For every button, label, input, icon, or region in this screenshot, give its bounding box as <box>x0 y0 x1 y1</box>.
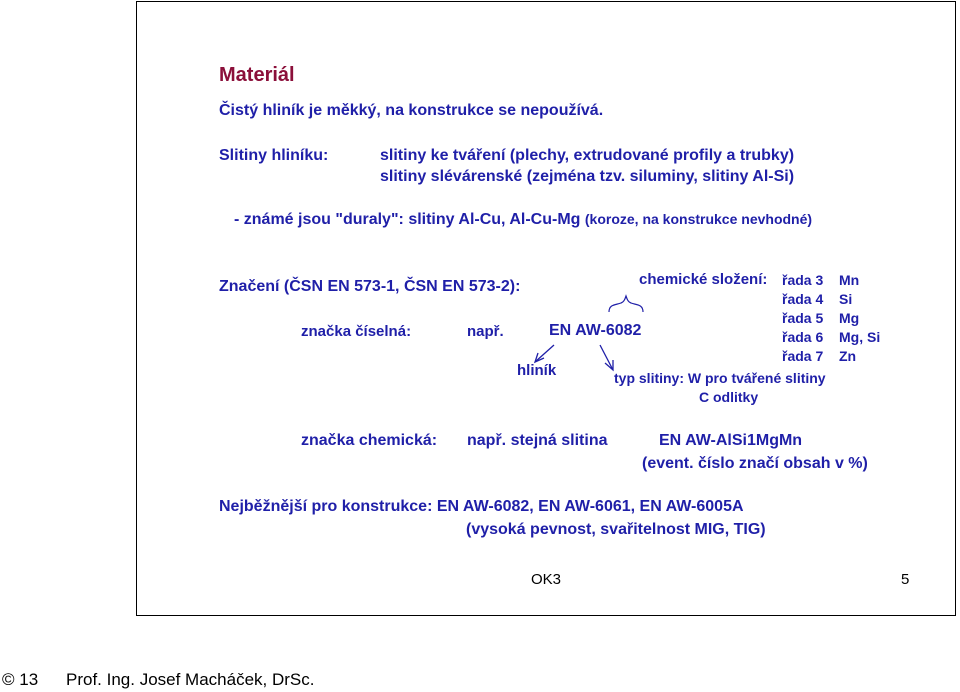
designation-heading: Značení (ČSN EN 573-1, ČSN EN 573-2): <box>219 278 521 295</box>
aluminium-label: hliník <box>517 362 557 379</box>
series-name: řada 5 <box>782 310 824 326</box>
recommended-properties: (vysoká pevnost, svařitelnost MIG, TIG) <box>466 521 766 538</box>
slide <box>136 1 956 616</box>
duralumin-text: - známé jsou "duraly": slitiny Al-Cu, Al-Cu-Mg (koroze, na konstrukce nevhodné) <box>234 211 813 228</box>
alloy-type-arrow <box>600 345 613 370</box>
slide-title: Materiál <box>219 64 295 86</box>
series-name: řada 4 <box>782 291 824 307</box>
numeric-designation-label: značka číselná: <box>301 323 412 340</box>
slide-footer-page: 5 <box>901 571 910 588</box>
recommended-alloys: Nejběžnější pro konstrukce: EN AW-6082, EN AW-6061, EN AW-6005A <box>219 498 744 515</box>
chemical-note: (event. číslo značí obsah v %) <box>642 455 868 472</box>
alloys-line-cast: slitiny slévárenské (zejména tzv. siluminy, slitiny Al-Si) <box>380 168 795 185</box>
chemical-code: EN AW-AlSi1MgMn <box>659 432 803 449</box>
alloy-type-line2: C odlitky <box>699 389 759 405</box>
series-element: Si <box>839 291 853 307</box>
alloys-label: Slitiny hliníku: <box>219 147 329 164</box>
series-name: řada 3 <box>782 272 824 288</box>
numeric-code: EN AW-6082 <box>549 322 642 339</box>
composition-label: chemické složení: <box>639 271 768 288</box>
alloys-line-wrought: slitiny ke tváření (plechy, extrudované profily a trubky) <box>380 147 795 164</box>
series-name: řada 7 <box>782 348 824 364</box>
series-element: Mg <box>839 310 860 326</box>
series-name: řada 6 <box>782 329 824 345</box>
numeric-example-prefix: např. <box>467 323 504 340</box>
series-element: Zn <box>839 348 857 364</box>
copyright-text: © 13 <box>2 670 39 689</box>
duralumin-note: (koroze, na konstrukce nevhodné) <box>584 211 813 227</box>
series-element: Mg, Si <box>839 329 881 345</box>
alloy-type-line1: typ slitiny: W pro tvářené slitiny <box>614 370 826 386</box>
chemical-example: např. stejná slitina <box>467 432 608 449</box>
chemical-designation-label: značka chemická: <box>301 432 438 449</box>
slide-footer-course: OK3 <box>531 571 562 588</box>
series-element: Mn <box>839 272 860 288</box>
pure-aluminium-text: Čistý hliník je měkký, na konstrukce se nepoužívá. <box>219 102 604 119</box>
author-text: Prof. Ing. Josef Macháček, DrSc. <box>66 670 315 689</box>
composition-brace <box>609 296 643 312</box>
